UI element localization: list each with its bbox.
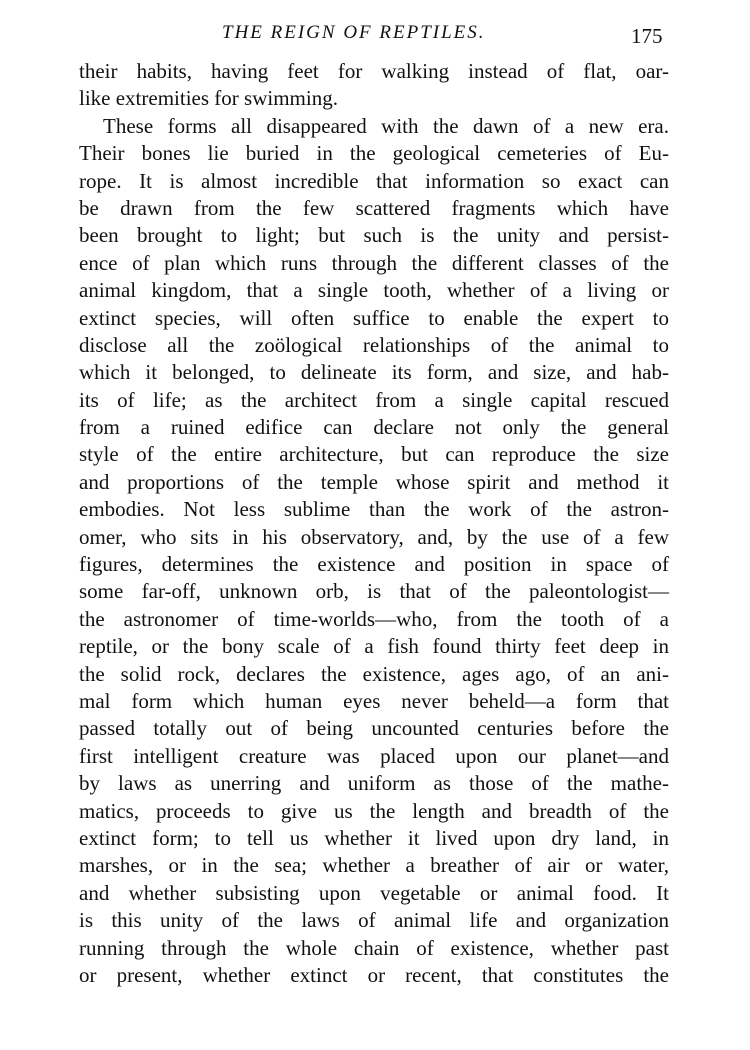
text-line: reptile, or the bony scale of a fish found thirty feet deep in bbox=[79, 634, 669, 659]
text-line: been brought to light; but such is the unity and persist- bbox=[79, 223, 669, 248]
text-line: extinct form; to tell us whether it lived upon dry land, in bbox=[79, 825, 669, 850]
text-line: ence of plan which runs through the different classes of the bbox=[79, 250, 669, 275]
text-line: the solid rock, declares the existence, ages ago, of an ani- bbox=[79, 661, 669, 686]
text-line: disclose all the zoölogical relationships of the animal to bbox=[79, 332, 669, 357]
text-line: which it belonged, to delineate its form, and size, and hab- bbox=[79, 360, 669, 385]
text-line: their habits, having feet for walking instead of flat, oar- bbox=[79, 59, 669, 83]
text-line: mal form which human eyes never beheld—a form that bbox=[79, 688, 669, 713]
text-line: by laws as unerring and uniform as those of the mathe- bbox=[79, 771, 669, 796]
text-line: omer, who sits in his observatory, and, by the use of a few bbox=[79, 524, 669, 549]
text-line: animal kingdom, that a single tooth, whether of a living or bbox=[79, 278, 669, 303]
text-line: first intelligent creature was placed upon our planet—and bbox=[79, 743, 669, 768]
text-line: and proportions of the temple whose spirit and method it bbox=[79, 469, 669, 494]
text-line: matics, proceeds to give us the length and breadth of the bbox=[79, 798, 669, 823]
text-line: be drawn from the few scattered fragments which have bbox=[79, 195, 669, 220]
text-line: is this unity of the laws of animal life and organization bbox=[79, 908, 669, 933]
text-line: Their bones lie buried in the geological cemeteries of Eu- bbox=[79, 141, 669, 166]
text-line: some far-off, unknown orb, is that of the paleontologist— bbox=[79, 579, 669, 604]
text-line: its of life; as the architect from a single capital rescued bbox=[79, 387, 669, 412]
text-line: from a ruined edifice can declare not only the general bbox=[79, 415, 669, 440]
text-line: or present, whether extinct or recent, that constitutes the bbox=[79, 962, 669, 987]
text-line: and whether subsisting upon vegetable or animal food. It bbox=[79, 880, 669, 905]
text-line: passed totally out of being uncounted centuries before the bbox=[79, 716, 669, 741]
text-line: marshes, or in the sea; whether a breather of air or water, bbox=[79, 853, 669, 878]
running-title: THE REIGN OF REPTILES. bbox=[222, 22, 486, 43]
text-line: running through the whole chain of existence, whether past bbox=[79, 935, 669, 960]
text-line: embodies. Not less sublime than the work of the astron- bbox=[79, 497, 669, 522]
text-line: rope. It is almost incredible that information so exact can bbox=[79, 168, 669, 193]
text-line: like extremities for swimming. bbox=[79, 86, 338, 111]
text-line: extinct species, will often suffice to enable the expert to bbox=[79, 305, 669, 330]
text-line: the astronomer of time-worlds—who, from the tooth of a bbox=[79, 606, 669, 631]
page-number: 175 bbox=[631, 24, 663, 48]
body-text bbox=[79, 58, 669, 989]
text-line: style of the entire architecture, but can reproduce the size bbox=[79, 442, 669, 467]
text-line: These forms all disappeared with the dawn of a new era. bbox=[103, 113, 669, 138]
text-line: figures, determines the existence and position in space of bbox=[79, 552, 669, 577]
running-header bbox=[0, 20, 750, 50]
